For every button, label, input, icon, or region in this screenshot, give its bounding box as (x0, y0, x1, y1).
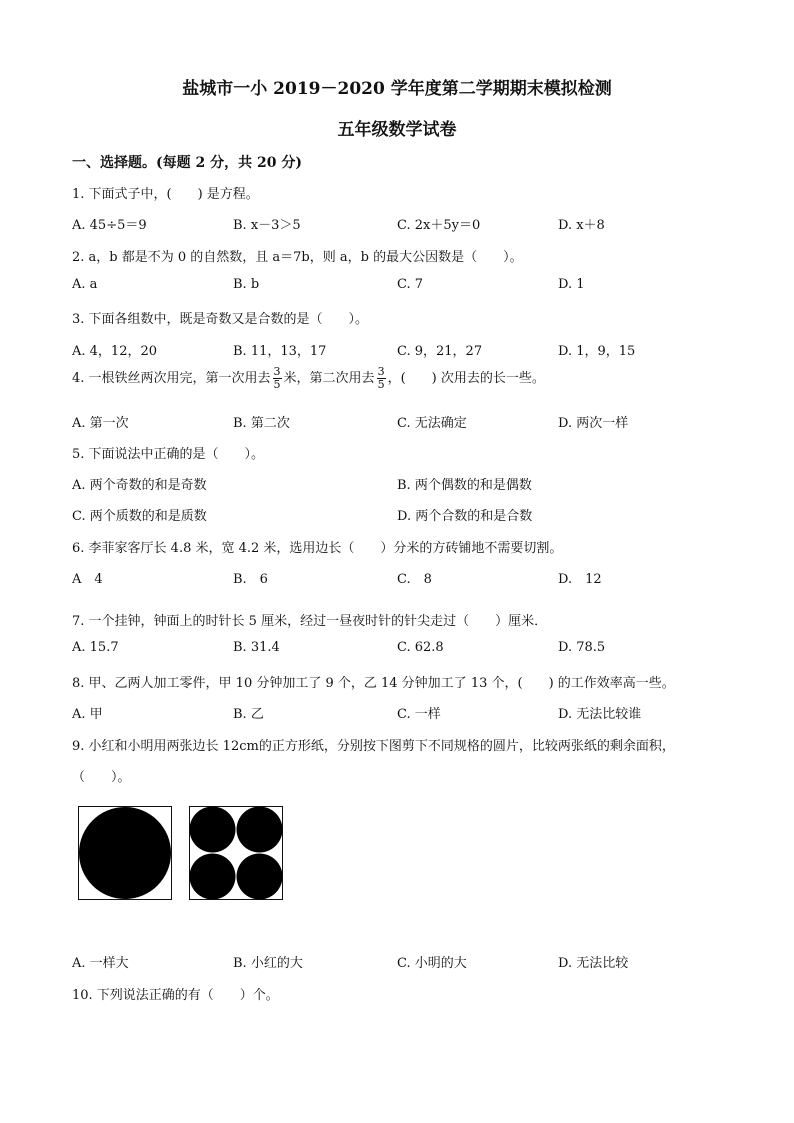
q1-option-b: B. x－3＞5 (233, 218, 301, 233)
q8-option-b: B. 乙 (233, 707, 264, 722)
q3-option-d: D. 1，9，15 (558, 344, 636, 359)
q4-text-part2: 米，第二次用去 (283, 371, 375, 386)
question-9: 9. 小红和小明用两张边长 12cm的正方形纸，分别按下图剪下不同规格的圆片，比较两张纸的剩余面积， (72, 739, 675, 754)
q2-option-a: A. a (72, 277, 98, 292)
q8-option-c: C. 一样 (397, 707, 441, 722)
q6-option-a: A 4 (72, 572, 103, 587)
q4-option-b: B. 第二次 (233, 416, 290, 431)
q5-option-c: C. 两个质数的和是质数 (72, 509, 207, 524)
q9-option-a: A. 一样大 (72, 956, 129, 971)
question-6: 6. 李菲家客厅长 4.8 米，宽 4.2 米，选用边长（ ）分米的方砖铺地不需要切割。 (72, 541, 563, 556)
question-10: 10. 下列说法正确的有（ ）个。 (72, 988, 279, 1003)
q6-option-c: C. 8 (397, 572, 432, 587)
question-1: 1. 下面式子中，( ) 是方程。 (72, 187, 259, 202)
q4-fraction-2 (377, 366, 386, 391)
q7-option-b: B. 31.4 (233, 640, 280, 655)
q5-option-b: B. 两个偶数的和是偶数 (397, 478, 532, 493)
q5-option-a: A. 两个奇数的和是奇数 (72, 478, 207, 493)
q3-option-c: C. 9，21，27 (397, 344, 483, 359)
q4-fraction-1 (273, 366, 282, 391)
exam-title: 盐城市一小 2019－2020 学年度第二学期期末模拟检测 (182, 79, 612, 99)
question-7: 7. 一个挂钟，钟面上的时针长 5 厘米，经过一昼夜时针的针尖走过（ ）厘米． (72, 614, 548, 629)
q4-text-part3: ，( ) 次用去的长一些。 (387, 371, 545, 386)
q3-option-a: A. 4，12，20 (72, 344, 158, 359)
q9-option-b: B. 小红的大 (233, 956, 303, 971)
q4-fraction-2-denominator: 5 (377, 378, 385, 391)
q4-fraction-1-denominator: 5 (273, 378, 281, 391)
q9-option-d: D. 无法比较 (558, 956, 629, 971)
question-5: 5. 下面说法中正确的是（ ）。 (72, 447, 265, 462)
q4-option-d: D. 两次一样 (558, 416, 629, 431)
q6-option-b: B. 6 (233, 572, 268, 587)
q2-option-d: D. 1 (558, 277, 585, 292)
question-2: 2. a，b 都是不为 0 的自然数，且 a＝7b，则 a，b 的最大公因数是（ ）。 (72, 250, 523, 265)
q1-option-d: D. x＋8 (558, 218, 605, 233)
q3-option-b: B. 11，13，17 (233, 344, 327, 359)
q8-option-a: A. 甲 (72, 707, 103, 722)
q2-option-b: B. b (233, 277, 260, 292)
section-heading-choice: 一、选择题。(每题 2 分，共 20 分) (72, 155, 302, 171)
q7-option-c: C. 62.8 (397, 640, 444, 655)
q1-option-a: A. 45÷5＝9 (72, 218, 147, 233)
question-8: 8. 甲、乙两人加工零件，甲 10 分钟加工了 9 个，乙 14 分钟加工了 13 个，( ) 的工作效率高一些。 (72, 676, 675, 691)
figure-xiaohong-square-one-circle (78, 806, 172, 900)
question-3: 3. 下面各组数中，既是奇数又是合数的是（ ）。 (72, 312, 369, 327)
q4-fraction-2-numerator: 3 (377, 365, 385, 378)
q4-option-c: C. 无法确定 (397, 416, 467, 431)
q6-option-d: D. 12 (558, 572, 602, 587)
exam-subtitle: 五年级数学试卷 (337, 120, 457, 140)
q4-fraction-1-numerator: 3 (273, 365, 281, 378)
q5-option-d: D. 两个合数的和是合数 (397, 509, 533, 524)
figure-xiaoming-square-four-circles (189, 806, 283, 900)
question-4 (72, 366, 545, 391)
q4-text-part1: 4. 一根铁丝两次用完，第一次用去 (72, 371, 271, 386)
q4-option-a: A. 第一次 (72, 416, 129, 431)
q7-option-d: D. 78.5 (558, 640, 606, 655)
q9-option-c: C. 小明的大 (397, 956, 467, 971)
q2-option-c: C. 7 (397, 277, 424, 292)
q7-option-a: A. 15.7 (72, 640, 119, 655)
q8-option-d: D. 无法比较谁 (558, 707, 642, 722)
question-9-line2: （ ）。 (72, 770, 131, 785)
q1-option-c: C. 2x＋5y＝0 (397, 218, 481, 233)
